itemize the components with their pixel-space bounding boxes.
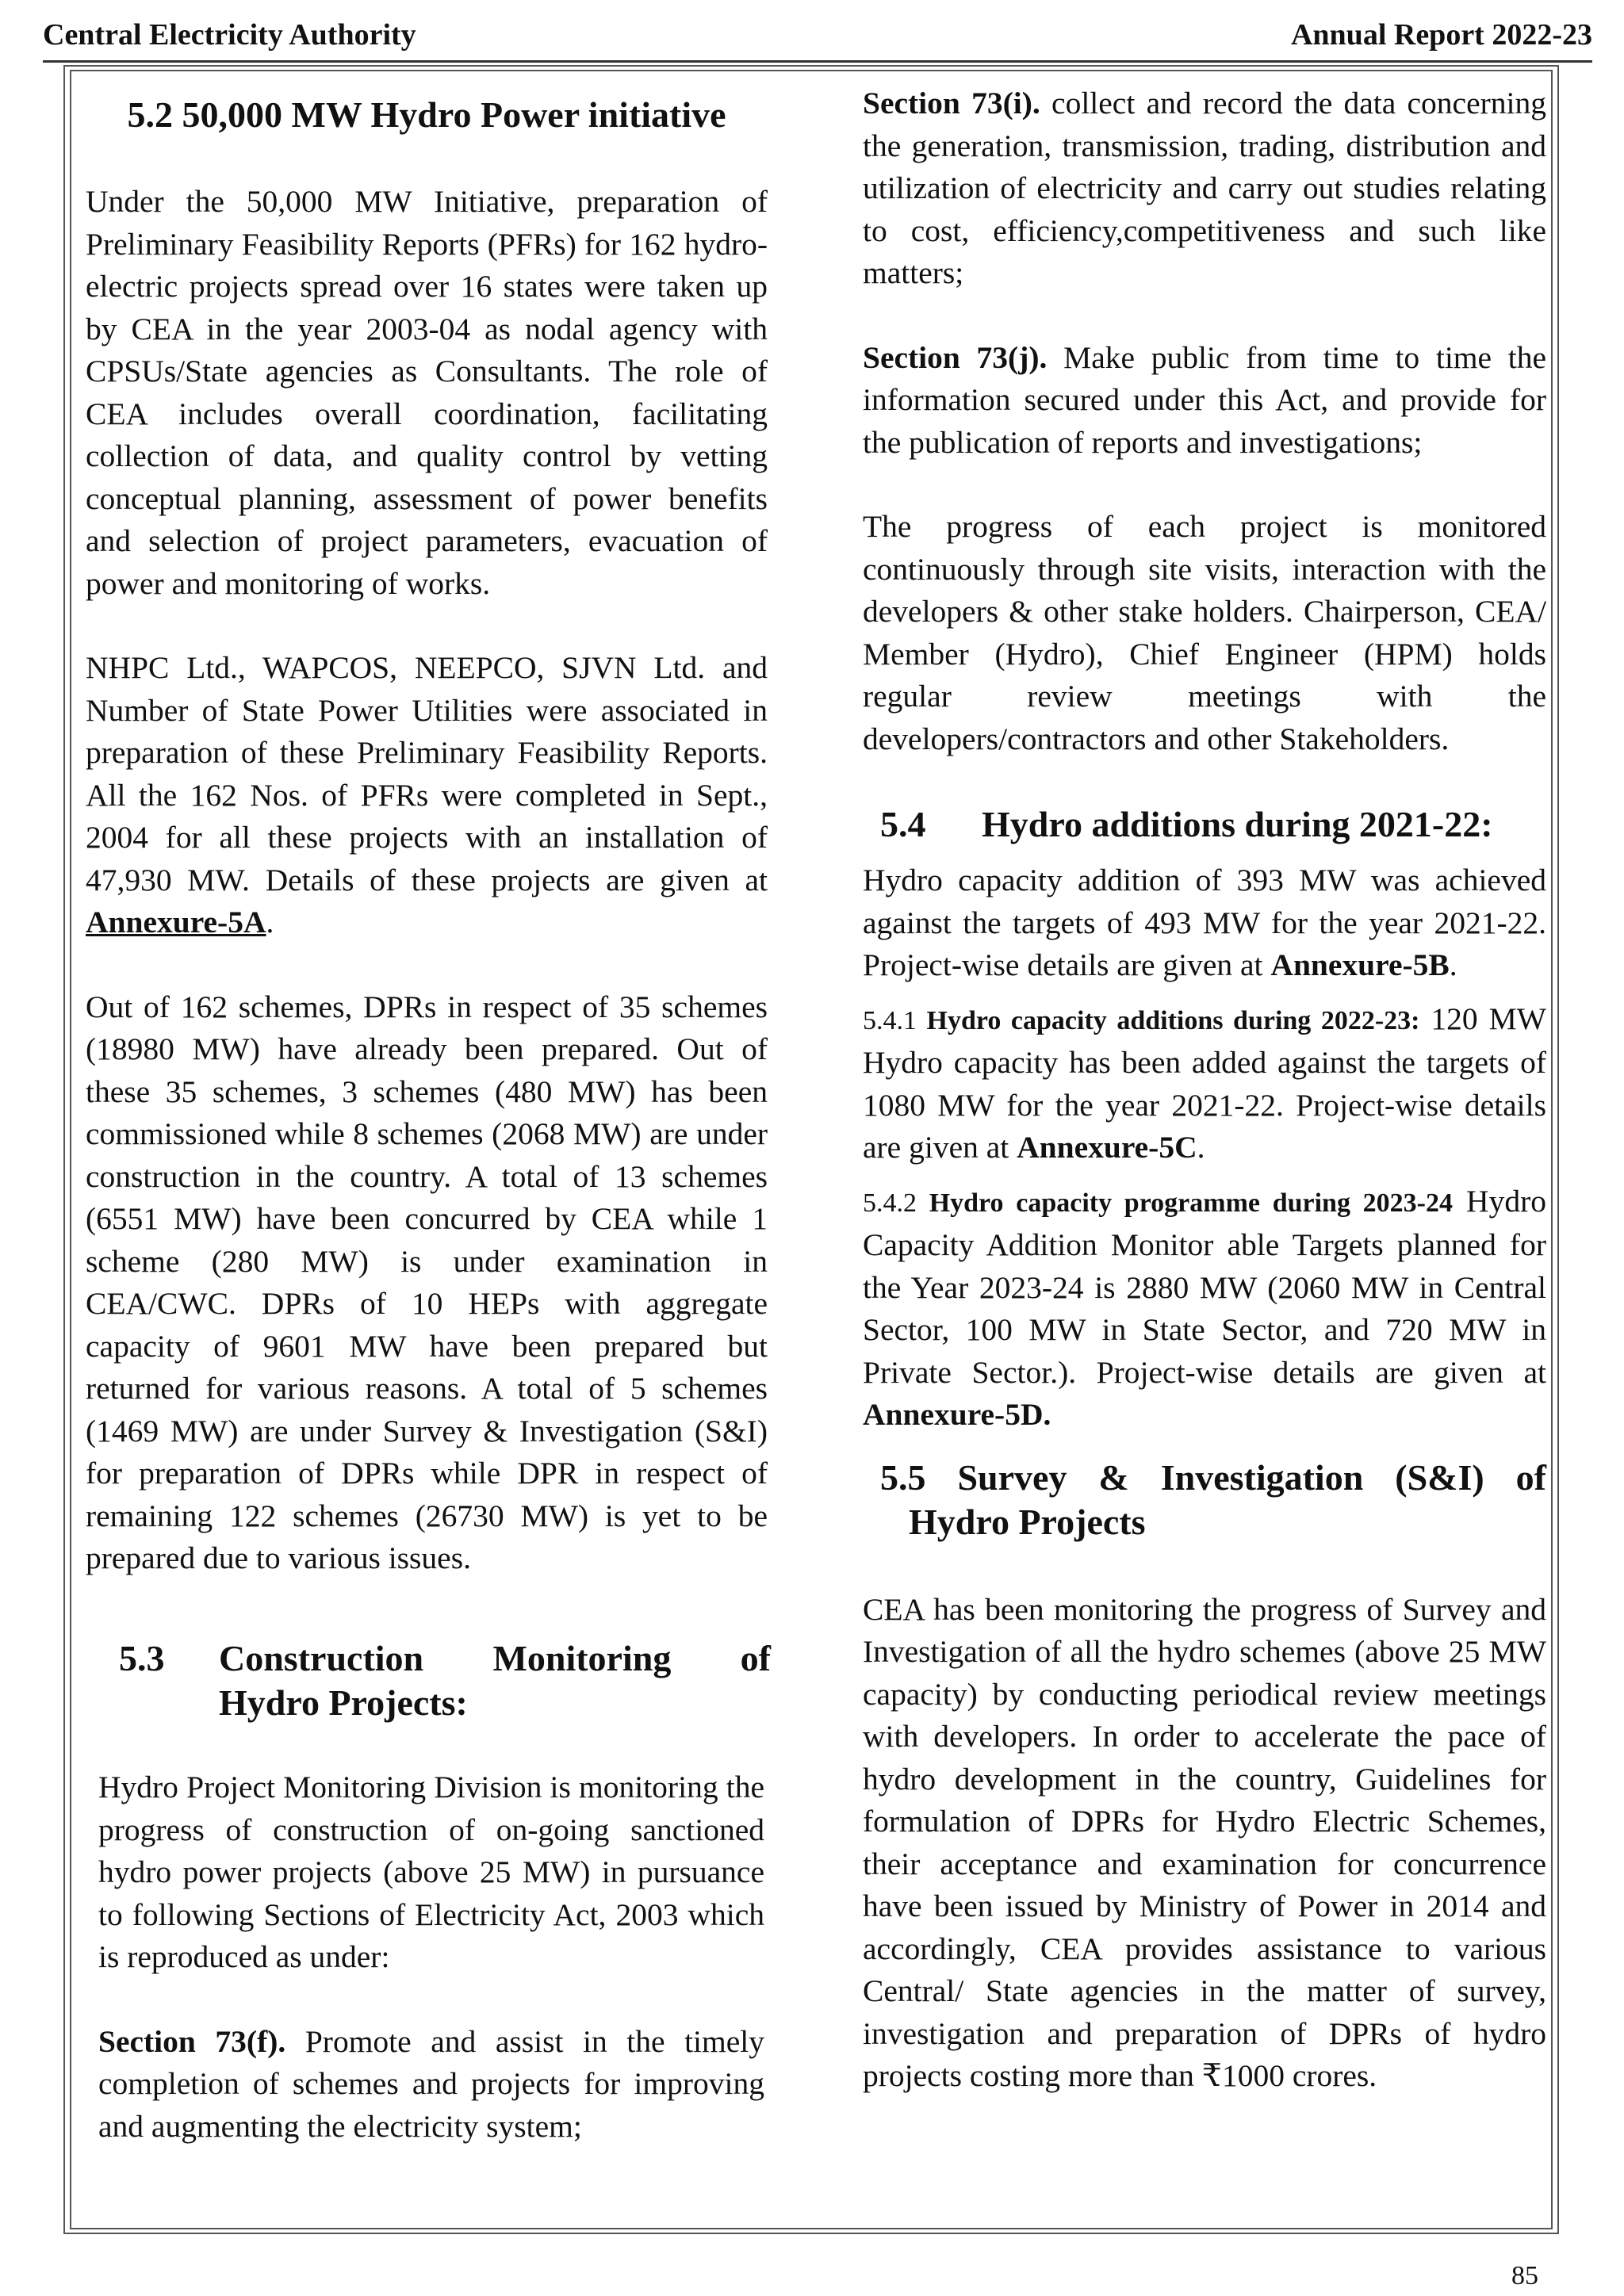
section-73j-text: Make public from time to time the information secured under this Act, and provide for the publication of reports and investigations; — [863, 339, 1547, 460]
section-5-4-1-title: Hydro capacity additions during 2022-23: — [917, 1005, 1420, 1035]
section-5-5-title-line-1: 5.5 Survey & Investigation (S&I) of — [880, 1456, 1546, 1498]
section-5-4-1-text: 120 MW Hydro capacity has been added against the targets of 1080 MW for the year 2021-22. Project-wise details are given at — [863, 1001, 1546, 1165]
section-73f-text: Promote and assist in the timely completion of schemes and projects for improving and augmenting the electricity system; — [98, 2023, 764, 2144]
section-5-4-1-end: . — [1197, 1130, 1205, 1165]
section-73i-text: collect and record the data concerning the generation, transmission, trading, distribution and utilization of electricity and carry out studies relating to cost, efficiency,competitiveness and such like matters; — [863, 86, 1546, 290]
annexure-5a-link[interactable]: Annexure-5A — [86, 905, 266, 939]
section-5-4-2-number: 5.4.2 — [863, 1188, 917, 1218]
section-73f-label: Section 73(f). — [98, 2023, 286, 2059]
section-5-3-progress-paragraph: The progress of each project is monitored continuously through site visits, interaction with the developers & other stake holders. Chairperson, CEA/ Member (Hydro), Chief Engineer (HPM) holds regular review meetings with the developers/contractors and other Stakeholders. — [863, 509, 1546, 756]
section-5-5-paragraph: CEA has been monitoring the progress of Survey and Investigation of all the hydro schemes (above 25 MW capacity) by conducting periodical review meetings with developers. In order to accelerate the pace of hydro development in the country, Guidelines for formulation of DPRs for Hydro Electric Schemes, their acceptance and examination for concurrence have been issued by Ministry of Power in 2014 and accordingly, CEA provides assistance to various Central/ State agencies in the matter of survey, investigation and preparation of DPRs of hydro projects costing more than ₹1000 crores. — [863, 1591, 1546, 2093]
section-5-3-number: 5.3 — [119, 1638, 165, 1678]
section-5-4-2-text: Hydro Capacity Addition Monitor able Targets planned for the Year 2023-24 is 2880 MW (2060 MW in Central Sector, 100 MW in State Sector, and 720 MW in Private Sector.). Project-wise details are given at — [863, 1183, 1546, 1390]
section-5-4-2-title: Hydro capacity programme during 2023-24 — [917, 1188, 1453, 1218]
section-5-2-paragraph-2-end: . — [266, 905, 274, 939]
page-number: 85 — [1511, 2261, 1538, 2290]
section-5-2-paragraph-2 — [86, 647, 768, 944]
header-report-title: Annual Report 2022-23 — [1290, 18, 1592, 52]
section-5-2-heading: 5.2 50,000 MW Hydro Power initiative — [127, 94, 726, 135]
section-5-4-number: 5.4 — [880, 804, 926, 844]
section-73j-label: Section 73(j). — [863, 339, 1048, 375]
section-5-4-title: Hydro additions during 2021-22: — [982, 804, 1493, 844]
left-column-lower — [98, 1766, 764, 2190]
annexure-5d-link[interactable]: Annexure-5D. — [863, 1397, 1051, 1432]
section-5-4-2 — [863, 1181, 1546, 1437]
section-73i — [863, 82, 1546, 295]
section-73f — [98, 2021, 764, 2149]
section-5-4-paragraph — [863, 859, 1546, 987]
section-5-4-1-number: 5.4.1 — [863, 1005, 917, 1035]
section-5-3-title-line-1: Construction Monitoring of — [219, 1638, 771, 1678]
section-73j — [863, 337, 1546, 465]
section-5-4-1 — [863, 998, 1546, 1169]
header-organization: Central Electricity Authority — [43, 18, 416, 52]
section-5-3-paragraph-1: Hydro Project Monitoring Division is monitoring the progress of construction of on-going sanctioned hydro power projects (above 25 MW) in pursuance to following Sections of Electricity Act, 2003 which is reproduced as under: — [98, 1770, 764, 1974]
left-column — [86, 181, 768, 1622]
header-rule — [43, 60, 1592, 63]
section-5-5-heading — [880, 1456, 1546, 1544]
annexure-5b-link[interactable]: Annexure-5B — [1270, 947, 1450, 982]
section-5-4-heading — [880, 802, 1546, 847]
right-column — [863, 82, 1546, 2140]
section-73i-label: Section 73(i). — [863, 86, 1040, 121]
section-5-3-title-line-2: Hydro Projects: — [219, 1682, 468, 1723]
section-5-4-text: Hydro capacity addition of 393 MW was achieved against the targets of 493 MW for the year 2021-22. Project-wise details are given at — [863, 863, 1546, 982]
section-5-2-paragraph-1: Under the 50,000 MW Initiative, preparation of Preliminary Feasibility Reports (PFRs) for 162 hydro-electric projects spread over 16 states were taken up by CEA in the year 2003-04 as nodal agency with CPSUs/State agencies as Consultants. The role of CEA includes overall coordination, facilitating collection of data, and quality control by vetting conceptual planning, assessment of power benefits and selection of project parameters, evacuation of power and monitoring of works. — [86, 184, 768, 601]
section-5-2-paragraph-3: Out of 162 schemes, DPRs in respect of 35 schemes (18980 MW) have already been prepared. Out of these 35 schemes, 3 schemes (480 MW) has been commissioned while 8 schemes (2068 MW) are under construction in the country. A total of 13 schemes (6551 MW) have been concurred by CEA while 1 scheme (280 MW) is under examination in CEA/CWC. DPRs of 10 HEPs with aggregate capacity of 9601 MW have been prepared but returned for various reasons. A total of 5 schemes (1469 MW) are under Survey & Investigation (S&I) for preparation of DPRs while DPR in respect of remaining 122 schemes (26730 MW) is yet to be prepared due to various issues. — [86, 989, 768, 1575]
section-5-5-title-line-2: Hydro Projects — [909, 1501, 1146, 1542]
section-5-2-paragraph-2-text: NHPC Ltd., WAPCOS, NEEPCO, SJVN Ltd. and Number of State Power Utilities were associated in preparation of these Preliminary Feasibility Reports. All the 162 Nos. of PFRs were completed in Sept., 2004 for all these projects with an installation of 47,930 MW. Details of these projects are given at — [86, 650, 768, 897]
section-5-4-text-end: . — [1449, 947, 1457, 982]
annexure-5c-link[interactable]: Annexure-5C — [1017, 1130, 1197, 1165]
